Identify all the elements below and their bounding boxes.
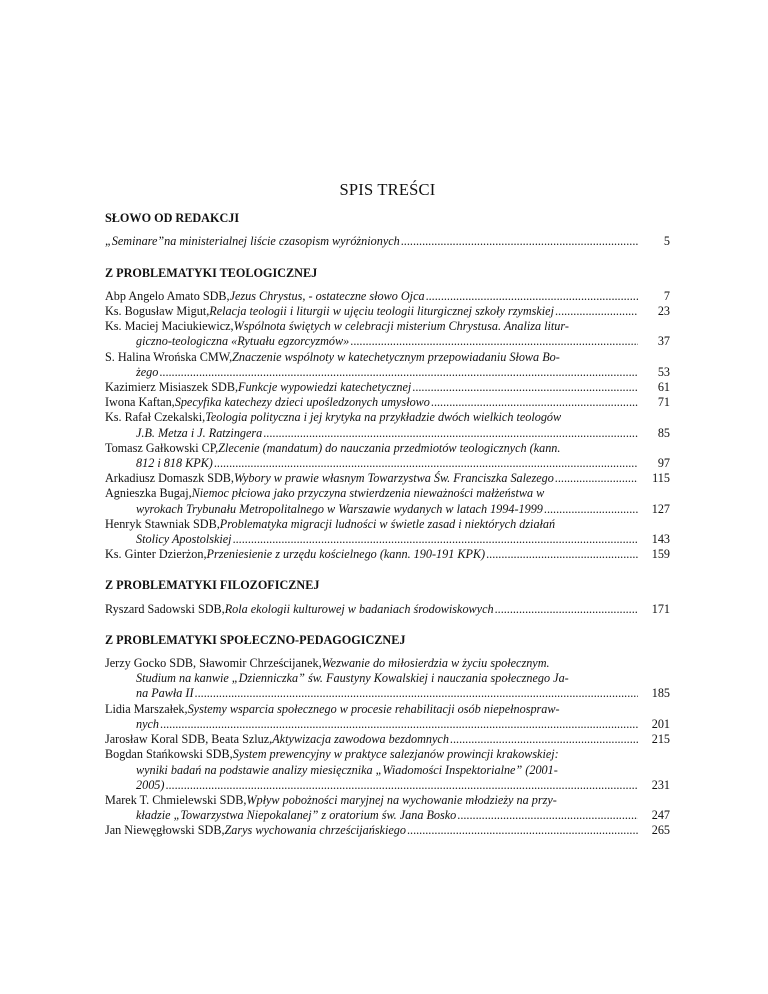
entry-author: Iwona Kaftan,: [105, 395, 175, 410]
entry-line: [105, 747, 638, 762]
entry-title: Zarys wychowania chrześcijańskiego: [224, 823, 406, 838]
toc-section: [105, 211, 670, 249]
entry-author: Agnieszka Bugaj,: [105, 486, 192, 501]
page-number: 185: [651, 686, 670, 701]
dot-leader: [412, 380, 638, 395]
entry-author: Ks. Maciej Maciukiewicz,: [105, 319, 234, 334]
table-of-contents: [105, 182, 670, 855]
entry-author: Kazimierz Misiaszek SDB,: [105, 380, 239, 395]
entry-title: Znaczenie wspólnoty w katechetycznym przepowiadaniu Słowa Bo-: [232, 349, 560, 364]
entry-text: [105, 747, 638, 793]
entry-title: Wezwanie do miłosierdzia w życiu społecznym.: [321, 656, 550, 671]
dot-leader: [165, 778, 638, 793]
toc-entry: [105, 471, 670, 486]
entry-text: [105, 319, 638, 349]
entry-author: S. Halina Wrońska CMW,: [105, 349, 233, 364]
entry-author: Tomasz Gałkowski CP,: [105, 440, 219, 455]
section-heading: SŁOWO OD REDAKCJI: [105, 211, 240, 226]
entry-line: [105, 380, 638, 395]
entry-line: [105, 532, 638, 547]
entry-title: wyrokach Trybunału Metropolitalnego w Warszawie wydanych w latach 1994-1999: [136, 501, 543, 516]
page-number: 97: [657, 456, 670, 471]
dot-leader: [195, 686, 638, 701]
entry-line: [105, 717, 638, 732]
entry-title: Relacja teologii i liturgii w ujęciu teologii liturgicznej szkoły rzymskiej: [209, 304, 554, 319]
entry-line: [105, 502, 638, 517]
dot-leader: [555, 471, 638, 486]
entry-text: [105, 304, 638, 319]
entry-line: [105, 456, 638, 471]
entry-author: Ks. Ginter Dzierżon,: [105, 547, 207, 562]
page-number: 5: [663, 234, 670, 249]
entry-title: Przeniesienie z urzędu kościelnego (kann. 190-191 KPK): [206, 547, 486, 562]
entry-title: nych: [136, 716, 160, 731]
toc-entry: [105, 517, 670, 547]
entry-line: [105, 365, 638, 380]
entry-title: żego: [136, 364, 159, 379]
entry-text: [105, 702, 638, 732]
entry-line: [105, 350, 638, 365]
dot-leader: [450, 732, 638, 747]
toc-entry: [105, 410, 670, 440]
entry-author: Abp Angelo Amato SDB,: [105, 288, 230, 303]
toc-entry: [105, 441, 670, 471]
toc-sections: [105, 211, 670, 838]
dot-leader: [233, 532, 638, 547]
dot-leader: [401, 234, 638, 249]
dot-leader: [160, 717, 638, 732]
entry-title: Studium na kanwie „Dzienniczka” św. Faustyny Kowalskiej i nauczania społecznego Ja-: [136, 671, 569, 686]
entry-title: System prewencyjny w praktyce salezjanów prowincji krakowskiej:: [232, 747, 559, 762]
page-number: 159: [651, 547, 670, 562]
toc-entry: [105, 656, 670, 702]
entry-line: [105, 234, 638, 249]
toc-entry: [105, 732, 670, 747]
page-number: 61: [657, 380, 670, 395]
entry-line: [105, 441, 638, 456]
entry-title: Funkcje wypowiedzi katechetycznej: [238, 380, 412, 395]
entry-line: [105, 602, 638, 617]
toc-entry: [105, 395, 670, 410]
entry-author: Jarosław Koral SDB, Beata Szluz,: [105, 732, 273, 747]
entry-title: Systemy wsparcia społecznego w procesie rehabilitacji osób niepełnospraw-: [187, 701, 560, 716]
entry-title: Wspólnota świętych w celebracji misterium Chrystusa. Analiza litur-: [233, 319, 569, 334]
dot-leader: [495, 602, 638, 617]
entry-title: Wpływ pobożności maryjnej na wychowanie młodzieży na przy-: [246, 792, 557, 807]
entry-text: [105, 656, 638, 702]
section-heading: Z PROBLEMATYKI TEOLOGICZNEJ: [105, 265, 318, 280]
page-number: 71: [657, 395, 670, 410]
entry-title: Zlecenie (mandatum) do nauczania przedmiotów teologicznych (kann.: [218, 440, 561, 455]
entry-title: na Pawła II: [136, 686, 194, 701]
entry-title: Stolicy Apostolskiej: [136, 532, 232, 547]
entry-author: Bogdan Stańkowski SDB,: [105, 747, 233, 762]
entry-title: Rola ekologii kulturowej w badaniach środowiskowych: [224, 601, 494, 616]
entry-text: [105, 471, 638, 486]
page-number: 23: [657, 304, 670, 319]
entry-line: [105, 732, 638, 747]
toc-section: [105, 578, 670, 616]
toc-entry: [105, 380, 670, 395]
entry-line: [105, 410, 638, 425]
entry-line: [105, 319, 638, 334]
entry-title: Jezus Chrystus, - ostateczne słowo Ojca: [229, 288, 425, 303]
entry-text: [105, 380, 638, 395]
entry-text: [105, 732, 638, 747]
dot-leader: [214, 456, 638, 471]
entry-title: Problematyka migracji ludności w świetle zasad i niektórych działań: [219, 516, 556, 531]
entry-title: 812 i 818 KPK): [136, 456, 213, 471]
dot-leader: [350, 334, 638, 349]
entry-author: Lidia Marszałek,: [105, 701, 188, 716]
page-number: 115: [652, 471, 670, 486]
entry-line: [105, 686, 638, 701]
entry-line: [105, 671, 638, 686]
entry-author: Arkadiusz Domaszk SDB,: [105, 471, 234, 486]
entry-text: [105, 289, 638, 304]
entry-author: Ryszard Sadowski SDB,: [105, 601, 225, 616]
entry-title: Teologia polityczna i jej krytyka na przykładzie dwóch wielkich teologów: [205, 410, 562, 425]
page-number: 7: [663, 288, 670, 303]
entry-text: [105, 395, 638, 410]
page-title: SPIS TREŚCI: [339, 180, 436, 199]
entry-line: [105, 808, 638, 823]
page-number: 215: [651, 732, 670, 747]
entry-author: Marek T. Chmielewski SDB,: [105, 792, 247, 807]
dot-leader: [555, 304, 638, 319]
entry-text: [105, 234, 638, 249]
toc-entry: [105, 486, 670, 516]
entry-line: [105, 763, 638, 778]
entry-author: Jerzy Gocko SDB, Sławomir Chrześcijanek,: [105, 656, 322, 671]
entry-line: [105, 486, 638, 501]
entry-line: [105, 471, 638, 486]
toc-entry: [105, 319, 670, 349]
entry-title: Niemoc płciowa jako przyczyna stwierdzenia nieważności małżeństwa w: [191, 486, 545, 501]
toc-entry: [105, 602, 670, 617]
toc-entry: [105, 747, 670, 793]
entry-author: Ks. Rafał Czekalski,: [105, 410, 206, 425]
dot-leader: [431, 395, 638, 410]
entry-line: [105, 426, 638, 441]
entry-line: [105, 547, 638, 562]
toc-entry: [105, 289, 670, 304]
entry-line: [105, 289, 638, 304]
entry-title: Wybory w prawie własnym Towarzystwa Św. Franciszka Salezego: [233, 471, 554, 486]
entry-text: [105, 350, 638, 380]
toc-section: [105, 266, 670, 563]
toc-section: [105, 633, 670, 839]
section-heading: Z PROBLEMATYKI SPOŁECZNO-PEDAGOGICZNEJ: [105, 632, 406, 647]
entry-line: [105, 334, 638, 349]
toc-entry: [105, 793, 670, 823]
entry-text: [105, 547, 638, 562]
dot-leader: [457, 808, 638, 823]
entry-author: Ks. Bogusław Migut,: [105, 304, 210, 319]
page-number: 201: [651, 716, 670, 731]
section-heading: Z PROBLEMATYKI FILOZOFICZNEJ: [105, 578, 320, 593]
entry-title: Aktywizacja zawodowa bezdomnych: [272, 732, 449, 747]
toc-entry: [105, 702, 670, 732]
entry-line: [105, 517, 638, 532]
page-number: 127: [651, 501, 670, 516]
entry-line: [105, 304, 638, 319]
page-number: 171: [651, 601, 670, 616]
entry-title: „Seminare”na ministerialnej liście czasopism wyróżnionych: [105, 234, 400, 249]
entry-title: kładzie „Towarzystwa Niepokalanej” z oratorium św. Jana Bosko: [136, 808, 457, 823]
toc-entry: [105, 304, 670, 319]
page-number: 231: [651, 777, 670, 792]
entry-line: [105, 702, 638, 717]
entry-text: [105, 602, 638, 617]
entry-line: [105, 656, 638, 671]
entry-line: [105, 823, 638, 838]
entry-text: [105, 823, 638, 838]
page-number: 37: [657, 334, 670, 349]
page-number: 53: [657, 364, 670, 379]
entry-text: [105, 410, 638, 440]
entry-title: wyniki badań na podstawie analizy miesięcznika „Wiadomości Inspektorialne” (2001-: [136, 762, 558, 777]
page-number: 247: [651, 808, 670, 823]
entry-title: Specyfika katechezy dzieci upośledzonych umysłowo: [174, 395, 430, 410]
entry-author: Henryk Stawniak SDB,: [105, 516, 220, 531]
dot-leader: [486, 547, 638, 562]
entry-text: [105, 517, 638, 547]
entry-text: [105, 793, 638, 823]
dot-leader: [544, 502, 638, 517]
entry-line: [105, 778, 638, 793]
toc-entry: [105, 547, 670, 562]
entry-line: [105, 793, 638, 808]
page-number: 85: [657, 425, 670, 440]
dot-leader: [407, 823, 638, 838]
entry-title: 2005): [136, 777, 165, 792]
entry-line: [105, 395, 638, 410]
dot-leader: [263, 426, 638, 441]
entry-author: Jan Niewęgłowski SDB,: [105, 823, 225, 838]
dot-leader: [426, 289, 638, 304]
toc-entry: [105, 350, 670, 380]
page-number: 265: [651, 823, 670, 838]
dot-leader: [159, 365, 638, 380]
toc-entry: [105, 234, 670, 249]
entry-text: [105, 441, 638, 471]
page-number: 143: [651, 532, 670, 547]
toc-entry: [105, 823, 670, 838]
entry-title: J.B. Metza i J. Ratzingera: [136, 425, 263, 440]
entry-text: [105, 486, 638, 516]
entry-title: giczno-teologiczna «Rytuału egzorcyzmów»: [136, 334, 350, 349]
